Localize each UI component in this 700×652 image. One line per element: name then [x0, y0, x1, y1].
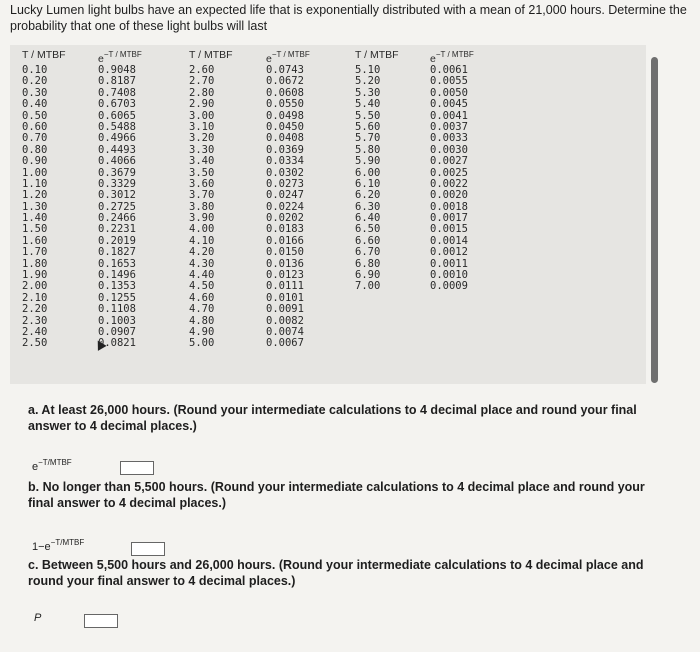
table-cell: 0.70 — [22, 132, 48, 145]
table-cell: 4.60 — [189, 291, 215, 304]
table-cell: 6.40 — [355, 212, 381, 225]
table-cell: 1.20 — [22, 189, 48, 202]
table-cell: 1.70 — [22, 246, 48, 259]
table-cell: 5.10 — [355, 64, 381, 76]
part-a — [28, 402, 668, 434]
table-cell: 3.50 — [189, 166, 215, 179]
header-t-mtbf: T / MTBF — [189, 49, 233, 61]
table-cell: 0.0821 — [98, 337, 136, 350]
table-cell: 0.0055 — [430, 75, 468, 88]
table-cell: 4.50 — [189, 280, 215, 293]
table-cell: 6.20 — [355, 189, 381, 202]
table-cell: 4.40 — [189, 269, 215, 282]
table-cell: 0.0037 — [430, 120, 468, 133]
table-cell: 5.60 — [355, 120, 381, 133]
table-cell: 0.0101 — [266, 291, 304, 304]
table-cell: 5.40 — [355, 98, 381, 111]
table-cell: 0.1653 — [98, 257, 136, 270]
table-cell: 3.80 — [189, 200, 215, 213]
table-cell: 1.80 — [22, 257, 48, 270]
table-cell: 5.20 — [355, 75, 381, 88]
table-cell: 0.1353 — [98, 280, 136, 293]
part-a-text: a. At least 26,000 hours. — [28, 403, 170, 417]
table-cell: 0.0273 — [266, 177, 304, 190]
table-cell: 0.0907 — [98, 325, 136, 338]
table-cell: 0.0011 — [430, 257, 468, 270]
header-t-mtbf: T / MTBF — [355, 49, 399, 61]
table-cell: 1.30 — [22, 200, 48, 213]
table-cell: 0.0017 — [430, 212, 468, 225]
table-cell: 0.4966 — [98, 132, 136, 145]
table-cell: 7.00 — [355, 280, 381, 293]
header-exp: $e^{-T / MTBF}$ — [266, 50, 310, 65]
table-cell: 3.10 — [189, 120, 215, 133]
table-cell: 0.0111 — [266, 280, 304, 293]
table-cell: 0.90 — [22, 155, 48, 168]
table-cell: 0.0091 — [266, 303, 304, 316]
table-cell: 3.60 — [189, 177, 215, 190]
table-cell: 6.90 — [355, 269, 381, 282]
table-cell: 0.40 — [22, 98, 48, 111]
table-cell: 6.30 — [355, 200, 381, 213]
table-cell: 2.10 — [22, 291, 48, 304]
table-cell: 0.0027 — [430, 155, 468, 168]
table-cell: 2.60 — [189, 64, 215, 76]
table-cell: 0.1496 — [98, 269, 136, 282]
table-cell: 0.50 — [22, 109, 48, 122]
table-cell: 2.80 — [189, 86, 215, 99]
table-cell: 0.5488 — [98, 120, 136, 133]
table-cell: 0.0369 — [266, 143, 304, 156]
table-cell: 1.90 — [22, 269, 48, 282]
table-cell: 0.0672 — [266, 75, 304, 88]
table-cell: 0.80 — [22, 143, 48, 156]
table-cell: 4.70 — [189, 303, 215, 316]
table-cell: 3.90 — [189, 212, 215, 225]
table-cell: 4.90 — [189, 325, 215, 338]
table-cell: 0.0010 — [430, 269, 468, 282]
table-cell: 0.0202 — [266, 212, 304, 225]
table-cell: 6.00 — [355, 166, 381, 179]
part-c — [28, 557, 668, 589]
table-cell: 0.4493 — [98, 143, 136, 156]
part-c-instruction: (Round your intermediate calculations to 4 decimal place and round your final answer to 4 decimal places.) — [28, 558, 644, 588]
table-cell: 4.30 — [189, 257, 215, 270]
table-cell: 2.40 — [22, 325, 48, 338]
table-cell: 0.8187 — [98, 75, 136, 88]
part-b-instruction: (Round your intermediate calculations to 4 decimal place and round your final answer to 4 decimal places.) — [28, 480, 645, 510]
table-cell: 0.0082 — [266, 314, 304, 327]
table-cell: 5.70 — [355, 132, 381, 145]
table-cell: 6.10 — [355, 177, 381, 190]
table-cell: 0.3012 — [98, 189, 136, 202]
col1-exp — [98, 45, 142, 350]
table-cell: 6.70 — [355, 246, 381, 259]
table-cell: 0.0030 — [430, 143, 468, 156]
col1-t-mtbf — [22, 45, 66, 350]
part-b-formula: $1-e^{-T/MTBF}$ — [32, 538, 85, 553]
col2-exp — [266, 45, 310, 350]
table-cell: 0.2231 — [98, 223, 136, 236]
table-cell: 0.0123 — [266, 269, 304, 282]
answer-c-input[interactable] — [84, 614, 118, 628]
table-cell: 0.0041 — [430, 109, 468, 122]
table-cell: 0.0608 — [266, 86, 304, 99]
table-cell: 0.3329 — [98, 177, 136, 190]
answer-b-input[interactable] — [131, 542, 165, 556]
table-cell: 6.60 — [355, 234, 381, 247]
table-cell: 6.80 — [355, 257, 381, 270]
table-cell: 0.0550 — [266, 98, 304, 111]
table-cell: 0.4066 — [98, 155, 136, 168]
table-cell: 6.50 — [355, 223, 381, 236]
table-cell: 0.0050 — [430, 86, 468, 99]
table-cell: 0.2725 — [98, 200, 136, 213]
table-cell: 0.0224 — [266, 200, 304, 213]
table-cell: 0.0014 — [430, 234, 468, 247]
table-cell: 2.20 — [22, 303, 48, 316]
table-cell: 3.40 — [189, 155, 215, 168]
table-cell: 0.0022 — [430, 177, 468, 190]
table-cell: 0.0166 — [266, 234, 304, 247]
table-cell: 0.0302 — [266, 166, 304, 179]
col3-exp — [430, 45, 474, 293]
table-cell: 0.2466 — [98, 212, 136, 225]
table-cell: 0.0074 — [266, 325, 304, 338]
header-t-mtbf: T / MTBF — [22, 49, 66, 61]
table-cell: 0.60 — [22, 120, 48, 133]
table-cell: 0.6703 — [98, 98, 136, 111]
part-c-formula: P — [34, 612, 42, 624]
table-cell: 2.00 — [22, 280, 48, 293]
table-cell: 5.80 — [355, 143, 381, 156]
part-a-instruction: (Round your intermediate calculations to 4 decimal place and round your final answer to 4 decimal places.) — [28, 403, 637, 433]
table-cell: 5.00 — [189, 337, 215, 350]
table-cell: 0.3679 — [98, 166, 136, 179]
table-cell: 1.40 — [22, 212, 48, 225]
table-cell: 0.0136 — [266, 257, 304, 270]
table-cell: 4.20 — [189, 246, 215, 259]
table-cell: 0.7408 — [98, 86, 136, 99]
table-cell: 0.10 — [22, 64, 48, 76]
table-cell: 0.6065 — [98, 109, 136, 122]
table-cell: 4.00 — [189, 223, 215, 236]
table-cell: 0.0067 — [266, 337, 304, 350]
table-cell: 5.50 — [355, 109, 381, 122]
table-cell: 0.0025 — [430, 166, 468, 179]
table-cell: 0.1003 — [98, 314, 136, 327]
table-cell: 0.0247 — [266, 189, 304, 202]
question-text: Lucky Lumen light bulbs have an expected life that is exponentially distributed with a mean of 21,000 hours. Determine the probability that one of these light bulbs will last — [10, 3, 687, 33]
table-cell: 3.30 — [189, 143, 215, 156]
table-cell: 0.0018 — [430, 200, 468, 213]
table-cell: 0.1108 — [98, 303, 136, 316]
table-cell: 4.10 — [189, 234, 215, 247]
scrollbar[interactable] — [651, 57, 658, 383]
table-cell: 0.0061 — [430, 64, 468, 76]
table-cell: 3.70 — [189, 189, 215, 202]
col2-t-mtbf — [189, 45, 233, 350]
table-cell: 0.0009 — [430, 280, 468, 293]
answer-a-input[interactable] — [120, 461, 154, 475]
table-cell: 1.00 — [22, 166, 48, 179]
part-b-text: b. No longer than 5,500 hours. — [28, 480, 208, 494]
table-cell: 4.80 — [189, 314, 215, 327]
table-cell: 0.0498 — [266, 109, 304, 122]
table-cell: 2.50 — [22, 337, 48, 350]
part-b — [28, 479, 668, 511]
table-cell: 1.60 — [22, 234, 48, 247]
table-cell: 3.00 — [189, 109, 215, 122]
table-cell: 2.30 — [22, 314, 48, 327]
table-cell: 0.30 — [22, 86, 48, 99]
table-cell: 0.20 — [22, 75, 48, 88]
table-cell: 0.9048 — [98, 64, 136, 76]
part-a-formula: $e^{-T/MTBF}$ — [32, 458, 72, 473]
header-exp: $e^{-T / MTBF}$ — [430, 50, 474, 65]
table-cell: 0.0408 — [266, 132, 304, 145]
table-cell: 0.1255 — [98, 291, 136, 304]
table-cell: 0.1827 — [98, 246, 136, 259]
table-cell: 0.0012 — [430, 246, 468, 259]
part-c-text: c. Between 5,500 hours and 26,000 hours. — [28, 558, 276, 572]
table-cell: 0.0020 — [430, 189, 468, 202]
table-cell: 0.0045 — [430, 98, 468, 111]
table-cell: 0.0015 — [430, 223, 468, 236]
table-cell: 5.90 — [355, 155, 381, 168]
table-cell: 0.0743 — [266, 64, 304, 76]
table-cell: 0.0183 — [266, 223, 304, 236]
table-cell: 0.0033 — [430, 132, 468, 145]
table-cell: 5.30 — [355, 86, 381, 99]
table-cell: 0.2019 — [98, 234, 136, 247]
table-cell: 0.0450 — [266, 120, 304, 133]
header-exp: $e^{-T / MTBF}$ — [98, 50, 142, 65]
table-cell: 2.90 — [189, 98, 215, 111]
exponential-table — [10, 45, 646, 384]
table-cell: 2.70 — [189, 75, 215, 88]
table-cell: 3.20 — [189, 132, 215, 145]
table-cell: 1.10 — [22, 177, 48, 190]
table-cell: 0.0150 — [266, 246, 304, 259]
table-cell: 1.50 — [22, 223, 48, 236]
col3-t-mtbf — [355, 45, 399, 293]
table-cell: 0.0334 — [266, 155, 304, 168]
